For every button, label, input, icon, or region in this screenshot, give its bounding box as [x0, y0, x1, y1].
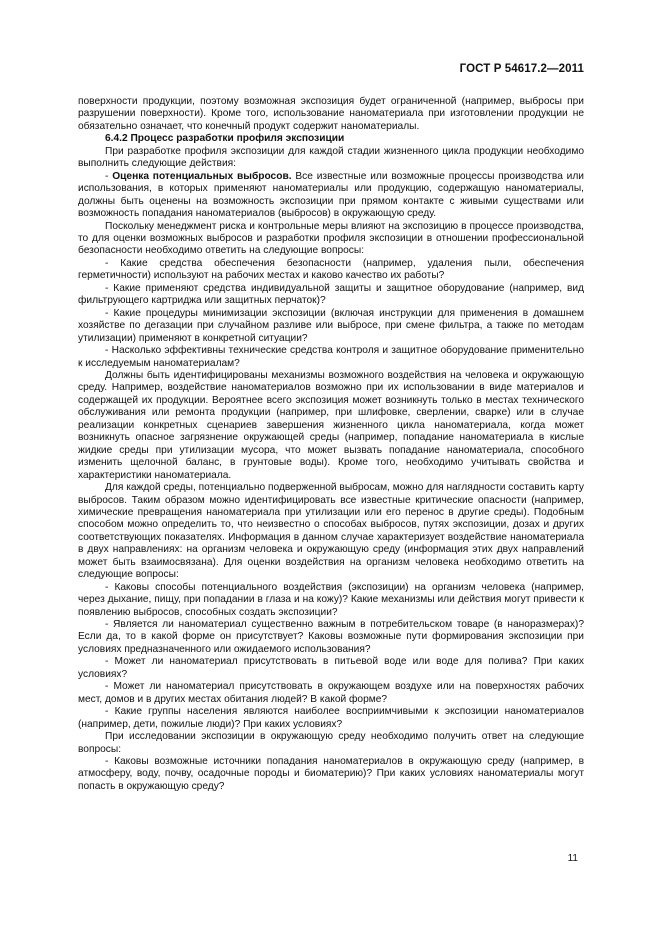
question-item: - Каковы способы потенциального воздействия (экспозиции) на организм человека (например, через дыхание, пищу, при попадании в глаза и на кожу)? Какие механизмы или действия могут привести к появлению выбросов, способных создать экспозиции? — [78, 581, 584, 618]
paragraph: Для каждой среды, потенциально подверженной выбросам, можно для наглядности составить карту выбросов. Таким образом можно идентифицировать все известные критические опасности (например, химические превращения наноматериала при утилизации или его перенос в другие среды). Подобным способом можно определить то, что неизвестно о способах выбросов, путях экспозиции, дозах и других соответствующих показателях. Информация в данном случае характеризует воздействие наноматериала в двух направлениях: на организм человека и окружающую среду (информация этих двух направлений может быть взаимосвязана). Для оценки воздействия на организм человека необходимо ответить на следующие вопросы: — [78, 482, 585, 581]
paragraph: Должны быть идентифицированы механизмы возможного воздействия на человека и окружающую среду. Например, воздействие наноматериалов возможно при их использовании в виде материалов и содержащей их продукции. Вероятнее всего экспозиция может возникнуть только в местах технического обслуживания или ремонта продукции (например, при шлифовке, сверлении, сварке) или в случае реализации конкретных сценариев завершения жизненного цикла наноматериала, когда может возникнуть опасное загрязнение окружающей среды (например, попадание наноматериала в кислые жидкие среды при утилизации мусора, что может вызвать попадание наноматериала, способного изменить щелочной баланс, в грунтовые воды). Кроме того, необходимо учитывать свойства и характеристики наноматериала. — [78, 369, 584, 481]
bold-term: Оценка потенциальных выбросов. — [112, 170, 292, 182]
paragraph-continuation: поверхности продукции, поэтому возможная экспозиция будет ограниченной (например, выбросы при разрушении поверхности). Кроме того, использование наноматериала при изготовлении продукции не обязательно означает, что конечный продукт содержит наноматериалы. — [78, 96, 584, 132]
body-text — [78, 96, 584, 793]
list-item-emissions-assessment — [78, 171, 584, 221]
paragraph: При исследовании экспозиции в окружающую среду необходимо получить ответ на следующие вопросы: — [78, 731, 584, 755]
question-item: - Является ли наноматериал существенно важным в потребительском товаре (в наноразмерах)? Если да, то в какой форме он присутствует? Каковы возможные пути формирования экспозиции при условиях предназначенного или ожидаемого использования? — [78, 619, 584, 655]
paragraph: При разработке профиля экспозиции для каждой стадии жизненного цикла продукции необходимо выполнить следующие действия: — [78, 145, 584, 170]
standard-designation: ГОСТ Р 54617.2—2011 — [459, 63, 584, 75]
question-item: - Какие применяют средства индивидуальной защиты и защитное оборудование (например, вид фильтрующего картриджа или защитных перчаток)? — [78, 282, 584, 307]
page-number: 11 — [567, 853, 578, 864]
section-heading: 6.4.2 Процесс разработки профиля экспозиции — [105, 133, 345, 145]
question-item: - Какие процедуры минимизации экспозиции (включая инструкции для применения в домашнем хозяйстве по дегазации при случайном разливе или выбросе, при смене фильтра, а также по методам утилизации) применяют в конкретной ситуации? — [78, 307, 584, 344]
question-item: - Каковы возможные источники попадания наноматериалов в окружающую среду (например, в атмосферу, воду, почву, осадочные породы и биоматерию)? При каких условиях наноматериалы могут попасть в окружающую среду? — [78, 756, 584, 792]
question-item: - Какие группы населения являются наиболее восприимчивыми к экспозиции наноматериалов (например, дети, пожилые люди)? При каких условиях? — [78, 706, 584, 730]
list-item-text: Все известные или возможные процессы производства или использования, в которых применяют наноматериалы или продукцию, содержащую наноматериалы, должны быть оценены на возможность экспозиции при прямом контакте с живыми существами или возможность попадания наноматериалов (выбросов) в окружающую среду. — [78, 170, 584, 220]
question-item: - Какие средства обеспечения безопасности (например, удаления пыли, обеспечения герметичности) используют на рабочих местах и каково качество их работы? — [78, 257, 584, 282]
question-item: - Может ли наноматериал присутствовать в питьевой воде или воде для полива? При каких условиях? — [78, 656, 584, 680]
paragraph: Поскольку менеджмент риска и контрольные меры влияют на экспозицию в процессе производства, то для оценки возможных выбросов и разработки профиля экспозиции в отношении профессиональной безопасности необходимо ответить на следующие вопросы: — [78, 220, 584, 257]
list-dash: - — [105, 170, 113, 182]
question-item: - Насколько эффективны технические средства контроля и защитное оборудование применительно к исследуемым наноматериалам? — [78, 345, 584, 369]
question-item: - Может ли наноматериал присутствовать в окружающем воздухе или на поверхностях рабочих мест, домов и в других местах обитания людей? В какой форме? — [78, 681, 584, 705]
